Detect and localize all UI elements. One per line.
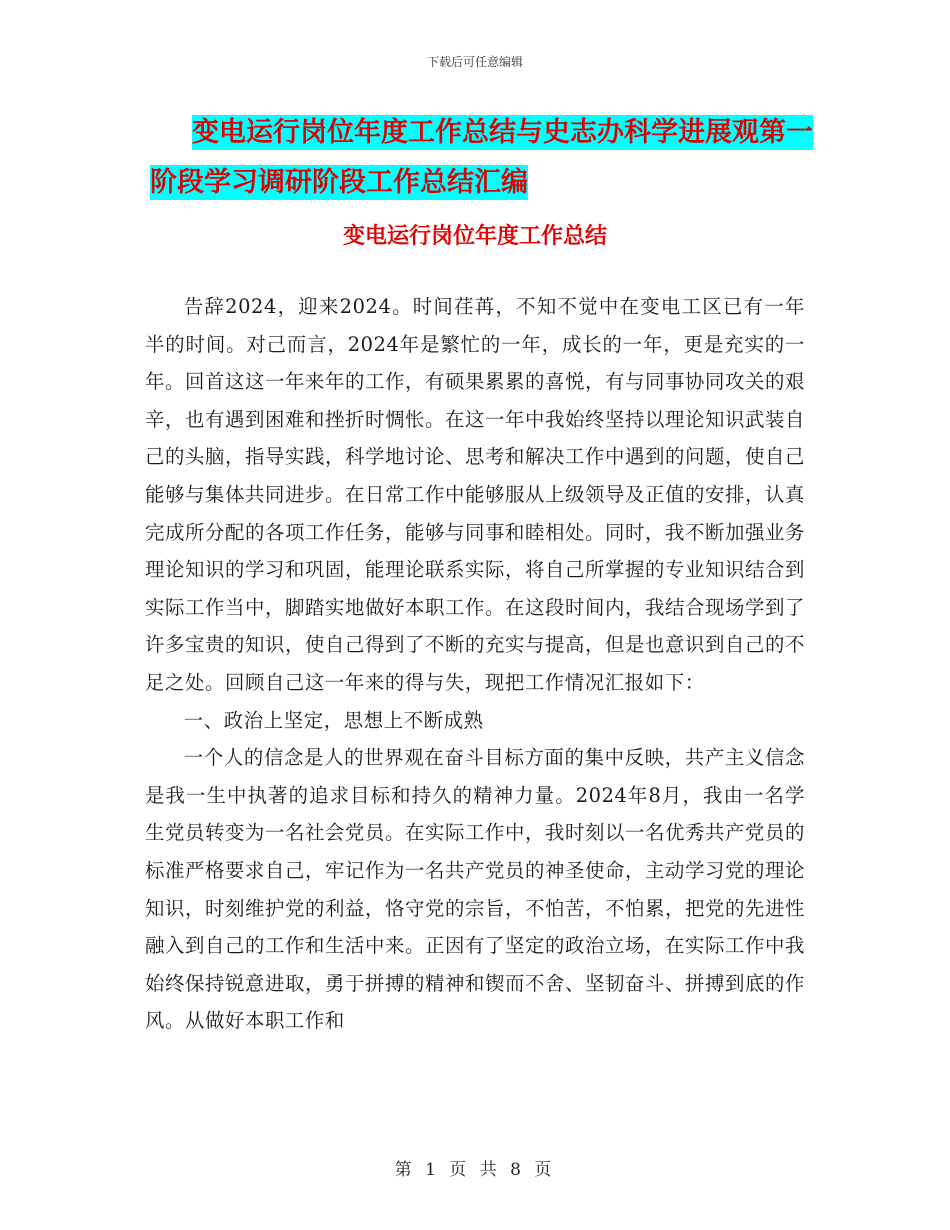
body-text — [145, 288, 805, 1040]
document-title — [150, 108, 813, 208]
paragraph: 告辞2024，迎来2024。时间荏苒，不知不觉中在变电工区已有一年半的时间。对己而言，2024年是繁忙的一年，成长的一年，更是充实的一年。回首这这一年来年的工作，有硕果累累的喜悦，有与同事协同攻关的艰辛，也有遇到困难和挫折时惆怅。在这一年中我始终坚持以理论知识武装自己的头脑，指导实践，科学地讨论、思考和解决工作中遇到的问题，使自己能够与集体共同进步。在日常工作中能够服从上级领导及正值的安排，认真完成所分配的各项工作任务，能够与同事和睦相处。同时，我不断加强业务理论知识的学习和巩固，能理论联系实际，将自己所掌握的专业知识结合到实际工作当中，脚踏实地做好本职工作。在这段时间内，我结合现场学到了许多宝贵的知识，使自己得到了不断的充实与提高，但是也意识到自己的不足之处。回顾自己这一年来的得与失，现把工作情况汇报如下： — [145, 295, 805, 694]
paragraph-heading: 一、政治上坚定，思想上不断成熟 — [183, 708, 484, 732]
header-note: 下载后可任意编辑 — [426, 55, 523, 69]
title-line-1-text: 变电运行岗位年度工作总结与史志办科学进展观第一 — [192, 117, 813, 148]
title-line-2-text: 阶段学习调研阶段工作总结汇编 — [150, 167, 528, 198]
title-line-2 — [150, 158, 810, 208]
page-number: 第 1 页 共 8 页 — [394, 1160, 556, 1180]
section-title: 变电运行岗位年度工作总结 — [342, 224, 607, 249]
title-line-1 — [192, 108, 813, 158]
paragraph: 一个人的信念是人的世界观在奋斗目标方面的集中反映，共产主义信念是我一生中执著的追求目标和持久的精神力量。2024年8月，我由一名学生党员转变为一名社会党员。在实际工作中，我时刻以一名优秀共产党员的标准严格要求自己，牢记作为一名共产党员的神圣使命，主动学习党的理论知识，时刻维护党的利益，恪守党的宗旨，不怕苦，不怕累，把党的先进性融入到自己的工作和生活中来。正因有了坚定的政治立场，在实际工作中我始终保持锐意进取，勇于拼搏的精神和锲而不舍、坚韧奋斗、拼搏到底的作风。从做好本职工作和 — [145, 746, 805, 1033]
